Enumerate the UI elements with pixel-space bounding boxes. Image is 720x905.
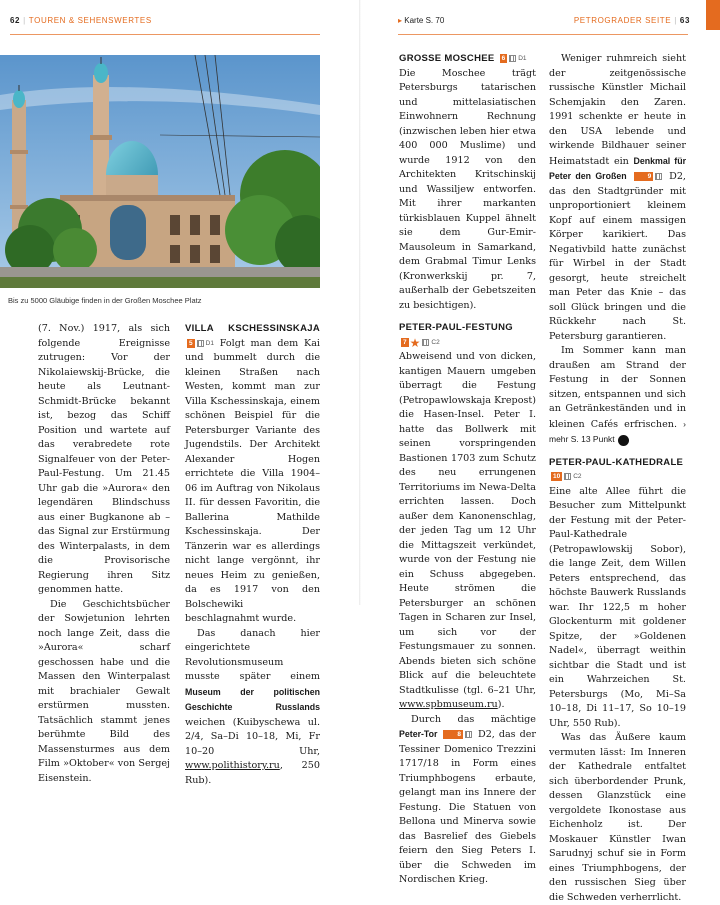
- map-grid-icon: [564, 473, 571, 480]
- left-page-number: 62: [10, 16, 21, 25]
- col1-paragraph-2: Die Geschichtsbücher der Sowjetunion lehrten noch lange Zeit, dass die »Aurora« scharf geschossen habe und die Massen den Winterpalast mit brachialer Gewalt erstürmen mussten. Tatsächlich stammt jenes berühmte Bild des Massensturmes aus dem Film »Oktober« von Sergej Eisenstein.: [38, 598, 170, 784]
- page-tab-marker: [706, 0, 720, 30]
- map-grid-icon: [197, 340, 204, 347]
- left-header-rule: [10, 34, 320, 35]
- book-gutter: [359, 0, 361, 605]
- peter-gate-badge: 8: [443, 730, 463, 739]
- column-4: Weniger ruhmreich sieht der zeitgenössische russische Künstler Michail Schemjakin den Zaren. 1991 schenkte er heute in den USA lebende und wirkende Bildhauer seiner Heimatstadt ein Denkmal für Peter den Großen 9 D2, das den Stadtgründer mit unproportioniert kleinem Kopf auf einem massigen Körper karikiert. Das Negativbild hatte zunächst für Wirbel in der Stadt gesorgt, heute streichelt man Peter das Knie – das soll Glück bringen und die Rückkehr nach St. Petersburg garantieren. Im Sommer kann man draußen am Strand der Festung in der Sonnen sitzen, entspannen und sich an Getränkeständen und in kleinen Cafés erfrischen. › mehr S. 13 Punkt 10 PETER-PAUL-KATHEDRALE 10 C2 Eine alte Allee führt die Besucher zum Mittelpunkt der Festung mit der Peter-Paul-Kathedrale (Petropawlowskij Sobor), die lange Zeit, dem Willen Peters entsprechend, das höchste Bauwerk Russlands war. Ihr 122,5 m hoher Glockenturm mit goldener Spitze, der »Goldenen Nadel«, überragt weithin sichtbar die Stadt und ist ein Wahrzeichen St. Petersburgs (Mo, Mi–Sa 10–18, Di 11–17, So 10–19 Uhr, 550 Rub). Was das Äußere kaum vermuten lässt: Im Inneren der Kathedrale entfaltet sich überbordender Prunk, dessen Glanzstück eine vergoldete Ikonostase aus Eichenholz ist. Der Moskauer Künstler Iwan Sarudnyj schuf sie in Form eines Triumphbogens, der den russischen Sieg über die Schweden verherrlicht.: [549, 52, 686, 905]
- polithistory-link[interactable]: www.polithistory.ru: [185, 760, 280, 771]
- column-3: GROSSE MOSCHEE 6 D1 Die Moschee trägt Petersburgs tatarischen und mittelasiatischen Einwohnern Rechnung (inzwischen leben hier etwa 400 000 Muslime) und wurde 1912 von den Architekten Kritschinskij und Wassiljew entworfen. Mit ihrer markanten türkisblauen Kuppel ähnelt sie dem Gur-Emir-Mausoleum in Samarkand, dem Grabmal Timur Lenks (Kronwerkskij pr. 7, außerhalb der Gebetszeiten zu besichtigen). PETER-PAUL-FESTUNG 7 ★ C2 Abweisend und von dicken, kantigen Mauern umgeben überragt die Festung (Petropawlowskaja Krepost) die Hasen-Insel. Peter I. hatte das Bollwerk mit seinen vorspringenden Bastionen 1703 zum Schutz des neu errungenen Territoriums im Newa-Delta errichten lassen. Doch außer dem Kanonenschlag, der jeden Tag um 12 Uhr die Mittagszeit verkündet, wurde von der Festung nie ein Schuss abgegeben. Heute strömen die Petersburger an schönen Tagen in Scharen zur Insel, um sich vor der Festungsmauer zu sonnen. Abends bieten sich schöne Blick auf die beleuchtete Stadtkulisse (tgl. 6–21 Uhr, www.spbmuseum.ru). Durch das mächtige Peter-Tor 8 D2, das der Tessiner Domenico Trezzini 1717/18 in Form eines Triumphbogens erbaute, gelangt man ins Innere der Festung. Die Statuen von Bellona und Minerva sowie das Basrelief des Giebels feiern den Sieg Peters I. über die Schweden im Nordischen Krieg.: [399, 53, 536, 885]
- cathedral-number-badge: 10: [553, 473, 561, 480]
- mosque-photo: [0, 55, 320, 288]
- monument-highlight: Denkmal für Peter den Großen: [549, 155, 686, 181]
- left-page-header: 62 | TOUREN & SEHENSWERTES: [10, 16, 152, 25]
- fortress-number-badge: 7: [403, 338, 407, 346]
- villa-text: Folgt man dem Kai und bummelt durch die kleinen Straßen nach Westen, kommt man zur Villa Kschessinskaja, einem schönen Beispiel für die Petersburger Variante des Jugendstils. Der Architekt Alexander Hogen errichtete die Villa 1904–06 im Auftrag von Nikolaus II. für dessen Favoritin, die Ballerina Mathilde Kschessinskaja. Der Tänzerin war es allerdings nicht lange vergönnt, ihr neues Heim zu genießen, da es 1917 von den Bolschewiki beschlagnahmt wurde.: [185, 337, 320, 624]
- right-page-number: 63: [679, 16, 690, 25]
- mosque-illustration: [0, 55, 320, 288]
- mosque-text: Die Moschee trägt Petersburgs tatarischen und mittelasiatischen Einwohnern Rechnung (inzwischen leben hier etwa 400 000 Muslime) und wurde 1912 von den Architekten Kritschinskij und Wassiljew entworfen. Mit ihrer markanten türkisblauen Kuppel ähnelt sie dem Gur-Emir-Mausoleum in Samarkand, dem Grabmal Timur Lenks (Kronwerkskij pr. 7, außerhalb der Gebetszeiten zu besichtigen).: [399, 67, 536, 311]
- right-map-ref: ▸ Karte S. 70: [398, 16, 445, 25]
- mosque-grid-ref: D1: [518, 55, 527, 62]
- left-section-title: TOUREN & SEHENSWERTES: [28, 16, 152, 25]
- map-grid-icon: [422, 339, 429, 346]
- villa-number-badge: 5: [189, 339, 193, 347]
- column-2: VILLA KSCHESSINSKAJA 5 D1 Folgt man dem Kai und bummelt durch die kleinen Straßen nach Westen, kommt man zur Villa Kschessinskaja, einem schönen Beispiel für die Petersburger Variante des Jugendstils. Der Architekt Alexander Hogen errichtete die Villa 1904–06 im Auftrag von Nikolaus II. für dessen Favoritin, die Ballerina Mathilde Kschessinskaja. Der Tänzerin war es allerdings nicht lange vergönnt, ihr neues Heim zu genießen, da es 1917 von den Bolschewiki beschlagnahmt wurde. Das danach hier eingerichtete Revolutionsmuseum musste später einem Museum der politischen Geschichte Russlands weichen (Kuibyschewa ul. 2/4, Sa–Di 10–18, Mi, Fr 10–20 Uhr, www.polithistory.ru, 250 Rub).: [185, 323, 320, 786]
- cathedral-heading: PETER-PAUL-KATHEDRALE: [549, 456, 684, 468]
- villa-grid-ref: D1: [205, 339, 214, 347]
- arrow-icon: ▸: [398, 16, 403, 25]
- map-grid-icon: [509, 55, 516, 62]
- right-header-rule: [398, 34, 688, 35]
- spbmuseum-link[interactable]: www.spbmuseum.ru: [399, 699, 498, 710]
- museum-highlight: Museum der politischen Geschichte Russlands: [185, 686, 320, 712]
- cathedral-interior-text: Was das Äußere kaum vermuten lässt: Im Inneren der Kathedrale entfaltet sich überbordender Prunk, dessen Glanzstück eine vergoldete Ikonostase aus Eichenholz ist. Der Moskauer Künstler Iwan Sarudnyj schuf sie in Form eines Triumphbogens, der den russischen Sieg über die Schweden verherrlicht.: [549, 732, 686, 903]
- fortress-grid-ref: C2: [431, 338, 440, 346]
- point-number-dot: 10: [618, 435, 629, 446]
- star-icon: ★: [409, 335, 421, 350]
- cathedral-grid-ref: C2: [573, 473, 582, 480]
- mosque-number-badge: 6: [501, 55, 506, 62]
- fortress-text: Abweisend und von dicken, kantigen Mauern umgeben überragt die Festung (Petropawlowskaja Krepost) die Hasen-Insel. Peter I. hatte das Bollwerk mit seinen vorspringenden Bastionen 1703 zum Schutz des neu errungenen Territoriums im Newa-Delta errichten lassen. Doch außer dem Kanonenschlag, der jeden Tag um 12 Uhr die Mittagszeit verkündet, wurde von der Festung nie ein Schuss abgegeben. Heute strömen die Petersburger an schönen Tagen in Scharen zur Insel, um sich vor der Festungsmauer zu sonnen. Abends bieten sich schöne Blick auf die beleuchtete Stadtkulisse (tgl. 6–21 Uhr,: [399, 351, 536, 696]
- right-page-header: PETROGRADER SEITE | 63: [573, 16, 690, 25]
- right-section-title: PETROGRADER SEITE: [573, 16, 672, 25]
- cross-reference[interactable]: › mehr S. 13 Punkt: [549, 418, 686, 444]
- peter-gate-highlight: Peter-Tor: [399, 729, 438, 739]
- photo-caption: Bis zu 5000 Gläubige finden in der Großen Moschee Platz: [8, 296, 202, 305]
- mosque-heading: GROSSE MOSCHEE: [399, 53, 495, 64]
- col1-paragraph-1: (7. Nov.) 1917, als sich folgende Ereignisse zutrugen: Vor der Nikolaiewskij-Brücke, die heute als Leutnant-Schmidt-Brücke bekannt ist, bezog das Schiff Position und wartete auf das verabredete rote Signalfeuer von der Peter-Paul-Festung. Um 21.45 Uhr gab die »Aurora« den legendären Blindschuss aus einer Bugkanone ab – das Signal zur Erstürmung des Winterpalasts, in dem die Provisorische Regierung ihren Sitz genommen hatte.: [38, 323, 170, 595]
- fortress-heading: PETER-PAUL-FESTUNG: [399, 322, 513, 333]
- map-grid-icon: [465, 731, 472, 738]
- monument-badge: 9: [634, 172, 654, 181]
- villa-heading: VILLA KSCHESSINSKAJA: [185, 323, 320, 334]
- column-1: [38, 322, 170, 786]
- map-grid-icon: [655, 173, 662, 180]
- cathedral-text: Eine alte Allee führt die Besucher zum Mittelpunkt der Festung mit der Peter-Paul-Kathedrale (Petropawlowskij Sobor), die lange Zeit, dem Willen Peters entsprechend, das höchste Bauwerk Russlands war. Ihr 122,5 m hoher Glockenturm mit goldener Spitze, der »Goldenen Nadel«, überragt weithin sichtbar die Stadt und ist ein Wahrzeichen St. Petersburgs (Mo, Mi–Sa 10–18, Di 11–17, So 10–19 Uhr, 550 Rub).: [549, 485, 686, 729]
